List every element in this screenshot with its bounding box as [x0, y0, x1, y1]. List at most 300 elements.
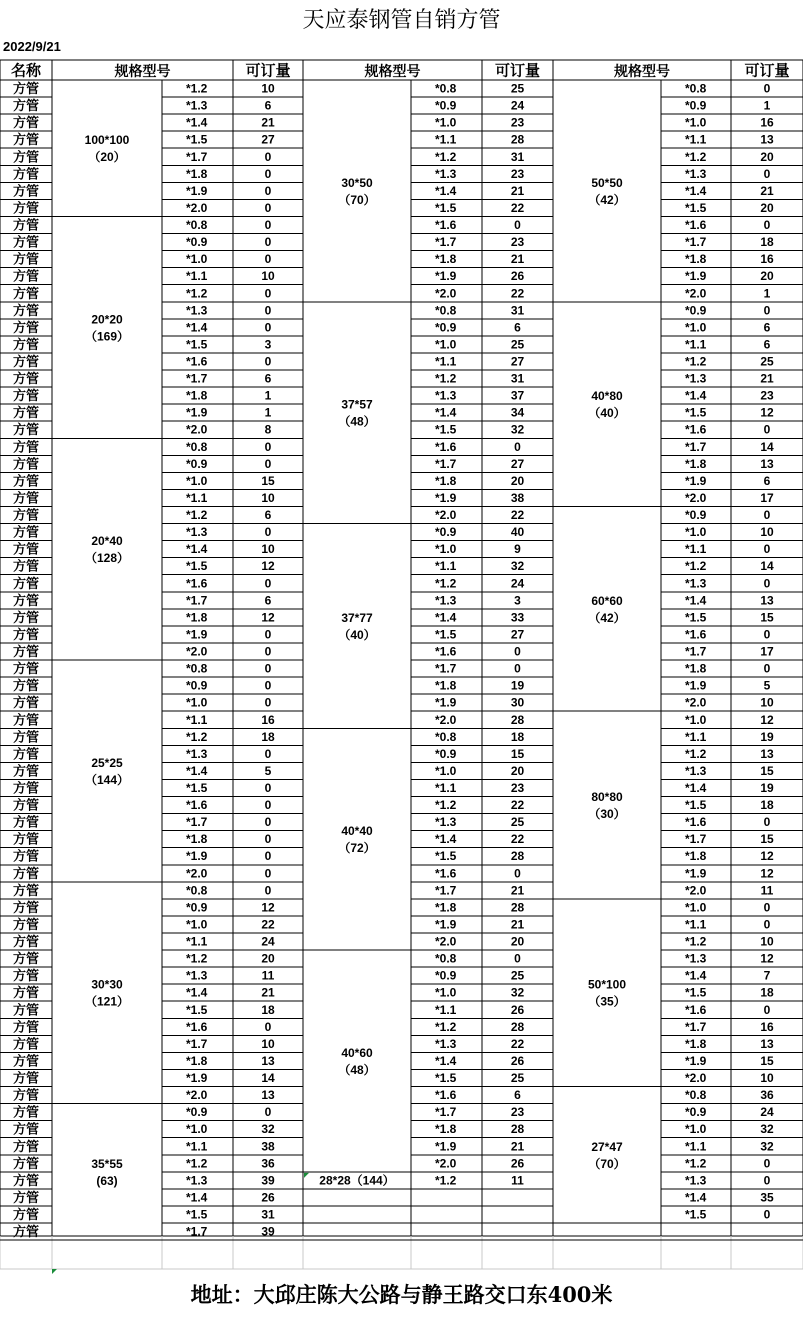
thickness-cell: *1.6	[186, 576, 208, 591]
quantity-cell: 22	[510, 200, 525, 215]
quantity-cell: 21	[261, 985, 275, 1000]
quantity-cell: 1	[264, 388, 272, 403]
quantity-cell: 0	[264, 200, 272, 215]
quantity-cell: 0	[264, 780, 272, 795]
report-date: 2022/9/21	[3, 39, 61, 54]
quantity-cell: 31	[261, 1207, 275, 1222]
thickness-cell: *1.3	[685, 166, 707, 181]
group-spec-label: 35*55	[91, 1156, 123, 1171]
quantity-cell: 36	[760, 1088, 774, 1103]
quantity-cell: 6	[763, 473, 771, 488]
thickness-cell: *2.0	[186, 866, 208, 881]
quantity-cell: 0	[264, 354, 272, 369]
thickness-cell: *1.3	[435, 388, 457, 403]
quantity-cell: 38	[510, 490, 525, 505]
thickness-cell: *2.0	[685, 695, 707, 710]
name-cell: 方管	[12, 183, 40, 199]
quantity-cell: 23	[510, 115, 525, 130]
quantity-cell: 6	[763, 320, 771, 335]
quantity-cell: 25	[510, 81, 525, 96]
thickness-cell: *1.3	[685, 576, 707, 591]
quantity-cell: 26	[510, 269, 525, 284]
group-count-label: （30）	[588, 807, 626, 822]
thickness-cell: *1.1	[685, 1139, 707, 1154]
thickness-cell: *2.0	[435, 508, 457, 523]
thickness-cell: *1.9	[685, 678, 707, 693]
thickness-cell: *1.8	[435, 473, 457, 488]
thickness-cell: *1.5	[685, 798, 707, 813]
thickness-cell: *0.9	[435, 968, 457, 983]
name-cell: 方管	[12, 473, 40, 489]
thickness-cell: *1.6	[435, 218, 457, 233]
thickness-cell: *1.6	[186, 1019, 208, 1034]
quantity-cell: 0	[514, 661, 521, 676]
quantity-cell: 10	[760, 934, 774, 949]
quantity-cell: 3	[264, 337, 272, 352]
thickness-cell: *1.1	[186, 934, 208, 949]
thickness-cell: *1.8	[685, 456, 707, 471]
quantity-cell: 6	[514, 320, 521, 335]
thickness-cell: *1.3	[435, 166, 457, 181]
group-count-label: （40）	[588, 406, 626, 421]
name-cell: 方管	[12, 916, 40, 932]
thickness-cell: *1.1	[435, 780, 457, 795]
group-spec-label: 37*57	[341, 397, 373, 412]
name-cell: 方管	[12, 388, 40, 404]
quantity-cell: 13	[261, 1053, 275, 1068]
quantity-cell: 0	[514, 218, 521, 233]
thickness-cell: *1.2	[435, 149, 457, 164]
thickness-cell: *1.7	[685, 644, 707, 659]
thickness-cell: *1.9	[685, 866, 707, 881]
name-cell: 方管	[12, 1002, 40, 1018]
thickness-cell: *0.8	[435, 303, 457, 318]
quantity-cell: 31	[510, 371, 525, 386]
thickness-cell: *1.5	[186, 132, 208, 147]
quantity-cell: 11	[760, 883, 774, 898]
group-spec-label: 20*40	[91, 534, 123, 549]
name-cell: 方管	[12, 951, 40, 967]
thickness-cell: *1.8	[186, 166, 208, 181]
quantity-cell: 0	[763, 576, 771, 591]
thickness-cell: *1.5	[186, 780, 208, 795]
quantity-cell: 10	[760, 1071, 774, 1086]
thickness-cell: *1.7	[435, 235, 457, 250]
thickness-cell: *1.2	[186, 1156, 208, 1171]
quantity-cell: 5	[264, 763, 272, 778]
quantity-cell: 26	[510, 1053, 525, 1068]
cell-marker-icon	[304, 1173, 309, 1178]
thickness-cell: *1.0	[685, 900, 707, 915]
quantity-cell: 0	[264, 149, 272, 164]
quantity-cell: 0	[264, 1019, 272, 1034]
quantity-cell: 25	[760, 354, 774, 369]
thickness-cell: *1.7	[186, 1224, 208, 1239]
thickness-cell: *1.8	[186, 1053, 208, 1068]
thickness-cell: *0.8	[186, 883, 208, 898]
quantity-cell: 25	[510, 968, 525, 983]
quantity-cell: 0	[763, 900, 771, 915]
quantity-cell: 15	[760, 1053, 774, 1068]
thickness-cell: *1.2	[685, 934, 707, 949]
thickness-cell: *1.7	[685, 235, 707, 250]
quantity-cell: 31	[510, 303, 525, 318]
thickness-cell: *1.2	[435, 371, 457, 386]
quantity-cell: 20	[510, 763, 525, 778]
quantity-cell: 30	[510, 695, 525, 710]
thickness-cell: *1.6	[685, 422, 707, 437]
thickness-cell: *1.1	[685, 542, 707, 557]
header-qty-1: 可订量	[494, 62, 541, 80]
quantity-cell: 22	[510, 1036, 525, 1051]
thickness-cell: *1.9	[435, 1139, 457, 1154]
thickness-cell: *1.9	[685, 269, 707, 284]
name-cell: 方管	[12, 1104, 40, 1120]
thickness-cell: *1.2	[186, 286, 208, 301]
thickness-cell: *1.1	[435, 132, 457, 147]
thickness-cell: *1.9	[435, 917, 457, 932]
thickness-cell: *0.8	[186, 439, 208, 454]
quantity-cell: 12	[261, 610, 275, 625]
quantity-cell: 10	[261, 490, 275, 505]
thickness-cell: *0.9	[186, 678, 208, 693]
thickness-cell: *1.2	[685, 354, 707, 369]
quantity-cell: 24	[510, 98, 525, 113]
group-spec-label: 50*100	[587, 977, 627, 992]
thickness-cell: *1.7	[435, 661, 457, 676]
quantity-cell: 16	[760, 252, 774, 267]
thickness-cell: *1.0	[186, 695, 208, 710]
quantity-cell: 13	[760, 746, 774, 761]
name-cell: 方管	[12, 302, 40, 318]
name-cell: 方管	[12, 934, 40, 950]
thickness-cell: *1.2	[186, 729, 208, 744]
header-spec-1: 规格型号	[364, 63, 421, 79]
quantity-cell: 24	[261, 934, 275, 949]
quantity-cell: 0	[264, 661, 272, 676]
quantity-cell: 32	[760, 1139, 774, 1154]
quantity-cell: 22	[261, 917, 275, 932]
quantity-cell: 20	[261, 951, 275, 966]
quantity-cell: 12	[760, 712, 774, 727]
quantity-cell: 20	[510, 934, 525, 949]
thickness-cell: *2.0	[435, 286, 457, 301]
name-cell: 方管	[12, 712, 40, 728]
name-cell: 方管	[12, 439, 40, 455]
page-title: 天应泰钢管自销方管	[302, 8, 501, 33]
quantity-cell: 0	[763, 815, 771, 830]
quantity-cell: 0	[514, 439, 521, 454]
quantity-cell: 39	[261, 1173, 275, 1188]
thickness-cell: *1.6	[435, 439, 457, 454]
thickness-cell: *1.3	[186, 98, 208, 113]
thickness-cell: *1.4	[186, 542, 208, 557]
quantity-cell: 14	[261, 1071, 275, 1086]
name-cell: 方管	[12, 1172, 40, 1188]
group-spec-label: 30*30	[91, 977, 123, 992]
thickness-cell: *2.0	[186, 1088, 208, 1103]
thickness-cell: *1.5	[435, 849, 457, 864]
group-count-label: （70）	[588, 1156, 626, 1171]
quantity-cell: 12	[760, 866, 774, 881]
quantity-cell: 0	[763, 81, 771, 96]
quantity-cell: 0	[264, 695, 272, 710]
quantity-cell: 0	[264, 798, 272, 813]
name-cell: 方管	[12, 695, 40, 711]
quantity-cell: 20	[510, 473, 525, 488]
quantity-cell: 12	[261, 559, 275, 574]
thickness-cell: *1.9	[186, 627, 208, 642]
thickness-cell: *1.7	[186, 1036, 208, 1051]
quantity-cell: 0	[264, 1105, 272, 1120]
quantity-cell: 0	[264, 576, 272, 591]
quantity-cell: 0	[514, 951, 521, 966]
thickness-cell: *1.9	[435, 490, 457, 505]
thickness-cell: *1.4	[685, 593, 707, 608]
thickness-cell: *1.3	[435, 1036, 457, 1051]
thickness-cell: *1.5	[685, 1207, 707, 1222]
thickness-cell: *1.5	[186, 1207, 208, 1222]
quantity-cell: 21	[510, 1139, 525, 1154]
thickness-cell: *1.6	[685, 218, 707, 233]
quantity-cell: 0	[763, 422, 771, 437]
quantity-cell: 10	[760, 695, 774, 710]
thickness-cell: *0.9	[685, 303, 707, 318]
quantity-cell: 21	[510, 883, 525, 898]
quantity-cell: 0	[264, 883, 272, 898]
thickness-cell: *1.4	[186, 985, 208, 1000]
quantity-cell: 33	[510, 610, 525, 625]
thickness-cell: *2.0	[685, 1071, 707, 1086]
thickness-cell: *1.3	[435, 593, 457, 608]
thickness-cell: *1.7	[186, 815, 208, 830]
thickness-cell: *1.6	[685, 1002, 707, 1017]
group-count-label: （35）	[588, 994, 626, 1009]
quantity-cell: 5	[763, 678, 771, 693]
thickness-cell: *1.1	[435, 1002, 457, 1017]
thickness-cell: *1.7	[186, 593, 208, 608]
quantity-cell: 16	[261, 712, 275, 727]
name-cell: 方管	[12, 217, 40, 233]
quantity-cell: 12	[261, 900, 275, 915]
quantity-cell: 0	[264, 644, 272, 659]
name-cell: 方管	[12, 814, 40, 830]
thickness-cell: *1.4	[685, 968, 707, 983]
thickness-cell: *1.5	[186, 337, 208, 352]
group-count-label: （121）	[84, 994, 130, 1009]
quantity-cell: 21	[510, 183, 525, 198]
quantity-cell: 35	[760, 1190, 774, 1205]
quantity-cell: 15	[760, 763, 774, 778]
thickness-cell: *1.6	[186, 798, 208, 813]
quantity-cell: 17	[760, 644, 774, 659]
quantity-cell: 18	[510, 729, 525, 744]
quantity-cell: 39	[261, 1224, 275, 1239]
quantity-cell: 0	[763, 1173, 771, 1188]
quantity-cell: 21	[261, 115, 275, 130]
thickness-cell: *1.3	[186, 968, 208, 983]
thickness-cell: *1.1	[186, 490, 208, 505]
quantity-cell: 0	[264, 832, 272, 847]
name-cell: 方管	[12, 319, 40, 335]
thickness-cell: *1.2	[186, 951, 208, 966]
name-cell: 方管	[12, 1121, 40, 1137]
quantity-cell: 20	[760, 149, 774, 164]
name-cell: 方管	[12, 985, 40, 1001]
thickness-cell: *1.5	[186, 559, 208, 574]
thickness-cell: *1.1	[186, 269, 208, 284]
quantity-cell: 28	[510, 132, 525, 147]
thickness-cell: *1.4	[435, 832, 457, 847]
quantity-cell: 10	[261, 269, 275, 284]
thickness-cell: *2.0	[685, 490, 707, 505]
group-spec-label: 60*60	[591, 593, 623, 608]
quantity-cell: 15	[760, 610, 774, 625]
quantity-cell: 16	[760, 115, 774, 130]
quantity-cell: 40	[510, 525, 525, 540]
name-cell: 方管	[12, 644, 40, 660]
address-footer: 地址：大邱庄陈大公路与静王路交口东400米	[190, 1282, 613, 1307]
thickness-cell: *1.0	[186, 1122, 208, 1137]
thickness-cell: *1.4	[435, 183, 457, 198]
name-cell: 方管	[12, 336, 40, 352]
quantity-cell: 21	[510, 252, 525, 267]
quantity-cell: 21	[760, 183, 774, 198]
name-cell: 方管	[12, 626, 40, 642]
quantity-cell: 3	[514, 593, 521, 608]
quantity-cell: 28	[510, 1019, 525, 1034]
group-spec-label: 50*50	[591, 175, 623, 190]
thickness-cell: *2.0	[186, 422, 208, 437]
thickness-cell: *1.8	[186, 832, 208, 847]
name-cell: 方管	[12, 780, 40, 796]
quantity-cell: 0	[264, 525, 272, 540]
name-cell: 方管	[12, 490, 40, 506]
quantity-cell: 28	[510, 849, 525, 864]
name-cell: 方管	[12, 251, 40, 267]
quantity-cell: 0	[264, 746, 272, 761]
quantity-cell: 6	[264, 98, 272, 113]
group-count-label: （42）	[588, 610, 626, 625]
header-qty-0: 可订量	[245, 62, 291, 80]
thickness-cell: *1.0	[435, 763, 457, 778]
quantity-cell: 0	[264, 286, 272, 301]
thickness-cell: *1.3	[685, 763, 707, 778]
thickness-cell: *0.8	[685, 81, 707, 96]
thickness-cell: *0.8	[186, 661, 208, 676]
quantity-cell: 26	[510, 1002, 525, 1017]
thickness-cell: *1.6	[186, 354, 208, 369]
quantity-cell: 6	[264, 508, 272, 523]
name-cell: 方管	[12, 200, 40, 216]
quantity-cell: 25	[510, 1071, 525, 1086]
quantity-cell: 0	[264, 456, 272, 471]
group-count-label: （20）	[88, 150, 126, 165]
thickness-cell: *1.0	[186, 252, 208, 267]
quantity-cell: 10	[760, 525, 774, 540]
thickness-cell: *0.8	[435, 729, 457, 744]
thickness-cell: *1.6	[685, 627, 707, 642]
thickness-cell: *1.6	[685, 815, 707, 830]
thickness-cell: *1.6	[435, 644, 457, 659]
quantity-cell: 13	[760, 593, 774, 608]
name-cell: 方管	[12, 729, 40, 745]
thickness-cell: *0.9	[186, 235, 208, 250]
header-spec-0: 规格型号	[114, 63, 171, 79]
quantity-cell: 20	[760, 269, 774, 284]
quantity-cell: 37	[510, 388, 525, 403]
quantity-cell: 23	[510, 166, 525, 181]
quantity-cell: 6	[264, 371, 272, 386]
quantity-cell: 0	[264, 303, 272, 318]
quantity-cell: 24	[760, 1105, 774, 1120]
thickness-cell: *1.7	[435, 883, 457, 898]
quantity-cell: 32	[510, 559, 525, 574]
thickness-cell: *1.5	[685, 405, 707, 420]
group-spec-label: 40*60	[341, 1045, 373, 1060]
quantity-cell: 14	[760, 439, 774, 454]
group-spec-label: 27*47	[591, 1139, 623, 1154]
quantity-cell: 23	[760, 388, 774, 403]
thickness-cell: *1.6	[435, 866, 457, 881]
thickness-cell: *1.4	[186, 763, 208, 778]
quantity-cell: 32	[510, 422, 525, 437]
thickness-cell: *1.9	[685, 1053, 707, 1068]
thickness-cell: *1.0	[186, 473, 208, 488]
name-cell: 方管	[12, 899, 40, 915]
quantity-cell: 0	[763, 627, 771, 642]
thickness-cell: *1.7	[685, 832, 707, 847]
thickness-cell: *1.9	[435, 269, 457, 284]
quantity-cell: 6	[763, 337, 771, 352]
quantity-cell: 36	[261, 1156, 275, 1171]
thickness-cell: *0.8	[435, 951, 457, 966]
thickness-cell: *1.1	[186, 1139, 208, 1154]
thickness-cell: *1.8	[435, 900, 457, 915]
quantity-cell: 0	[264, 866, 272, 881]
thickness-cell: *1.3	[685, 371, 707, 386]
group-spec-label: 37*77	[341, 610, 373, 625]
quantity-cell: 0	[264, 678, 272, 693]
quantity-cell: 32	[510, 985, 525, 1000]
quantity-cell: 13	[760, 456, 774, 471]
quantity-cell: 0	[264, 183, 272, 198]
quantity-cell: 0	[264, 320, 272, 335]
quantity-cell: 15	[261, 473, 275, 488]
thickness-cell: *1.3	[435, 815, 457, 830]
thickness-cell: *1.5	[685, 610, 707, 625]
thickness-cell: *1.3	[186, 303, 208, 318]
group-spec-label: 28*28（144）	[319, 1173, 395, 1188]
name-cell: 方管	[12, 115, 40, 131]
quantity-cell: 27	[510, 354, 525, 369]
name-cell: 方管	[12, 1087, 40, 1103]
quantity-cell: 23	[510, 1105, 525, 1120]
thickness-cell: *1.8	[435, 252, 457, 267]
thickness-cell: *1.0	[435, 542, 457, 557]
name-cell: 方管	[12, 592, 40, 608]
quantity-cell: 25	[510, 337, 525, 352]
quantity-cell: 11	[511, 1173, 524, 1188]
name-cell: 方管	[12, 1070, 40, 1086]
thickness-cell: *1.4	[435, 610, 457, 625]
thickness-cell: *1.2	[685, 559, 707, 574]
thickness-cell: *1.4	[685, 388, 707, 403]
quantity-cell: 13	[760, 132, 774, 147]
thickness-cell: *1.0	[685, 525, 707, 540]
quantity-cell: 0	[763, 508, 771, 523]
thickness-cell: *1.9	[435, 695, 457, 710]
